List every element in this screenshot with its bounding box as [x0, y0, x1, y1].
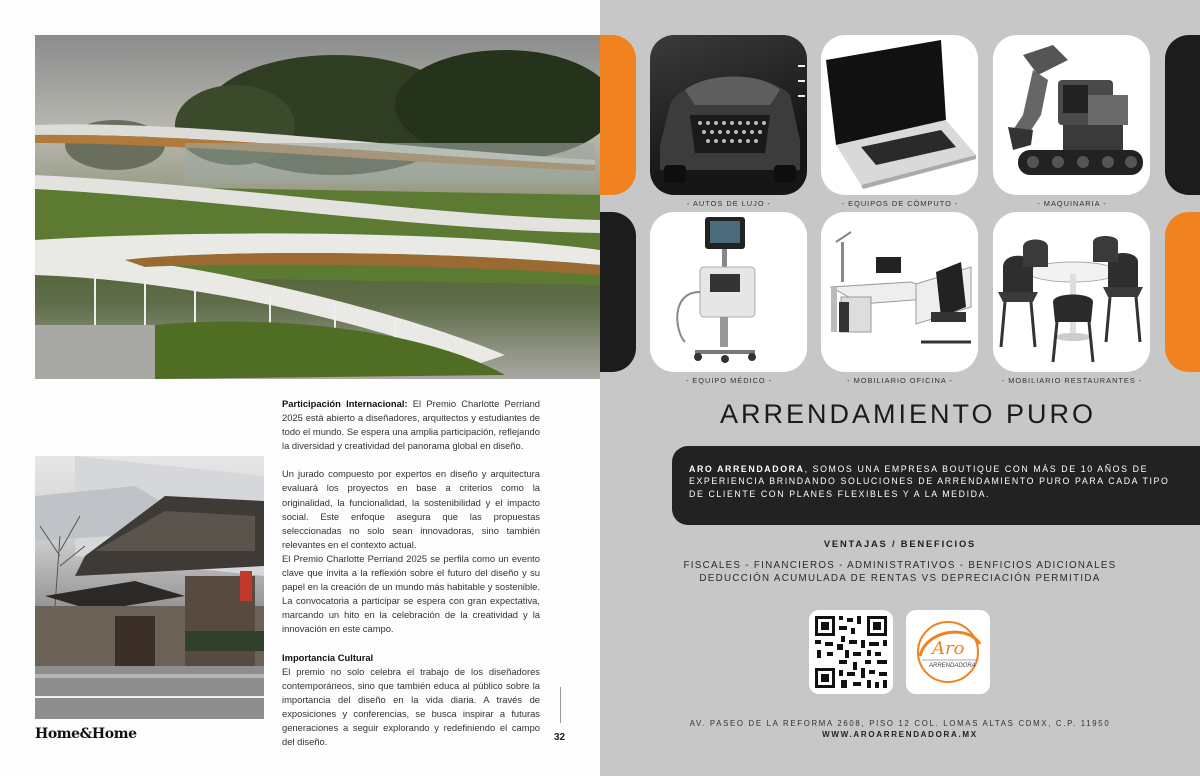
- company-description-box: [672, 446, 1200, 525]
- card-luxury-cars: [650, 35, 807, 195]
- card-caption: - MOBILIARIO RESTAURANTES -: [1001, 376, 1143, 385]
- benefits-line: DEDUCCIÓN ACUMULADA DE RENTAS VS DEPRECIACIÓN PERMITIDA: [699, 572, 1101, 584]
- card-medical: [650, 212, 807, 372]
- office-desk-icon: [821, 212, 978, 372]
- black-side-tab: [600, 212, 636, 372]
- japanese-building-photo: [35, 456, 264, 719]
- aro-logo-icon: [906, 610, 990, 694]
- company-name: ARO ARRENDADORA: [689, 464, 805, 474]
- magazine-brand: Home&Home: [35, 726, 137, 742]
- black-side-tab: [1165, 35, 1200, 195]
- company-text: , SOMOS UNA EMPRESA BOUTIQUE CON MÁS DE 10 AÑOS DE EXPERIENCIA BRINDANDO SOLUCIONES DE ARRENDAMIENTO PURO PARA CADA TIPO DE CLIENTE CON PLANES FLEXIBLES Y A LA MEDIDA.: [689, 464, 1170, 499]
- company-address: AV. PASEO DE LA REFORMA 2608, PISO 12 COL. LOMAS ALTAS CDMX, C.P. 11950: [689, 719, 1111, 728]
- car-icon: [650, 35, 807, 195]
- company-website-link[interactable]: WWW.AROARRENDADORA.MX: [822, 730, 978, 739]
- jury-paragraph: Un jurado compuesto por expertos en diseño y arquitectura evaluará los proyectos en base a criterios como la originalidad, la funcionalidad, la sostenibilidad y el impacto social. Este enfoque asegura que las propuestas seleccionadas no solo sean innovadoras, sino también relevantes en el contexto actual.: [282, 468, 540, 550]
- culture-heading: Importancia Cultural: [282, 651, 374, 663]
- museum-architecture-photo: [35, 35, 600, 379]
- company-description: [689, 463, 1180, 500]
- culture-paragraph: El premio no solo celebra el trabajo de los diseñadores contemporáneos, sino que también educa al público sobre la importancia del diseño en la vida diaria. A través de exposiciones y conferencias, se busca inspirar a futuras generaciones a seguir explorando y redefiniendo el campo del diseño.: [282, 665, 540, 748]
- benefits-title: VENTAJAS / BENEFICIOS: [823, 538, 977, 549]
- card-caption: - EQUIPOS DE CÓMPUTO -: [841, 199, 959, 208]
- card-computers: [821, 35, 978, 195]
- card-machinery: [993, 35, 1150, 195]
- orange-side-tab: [600, 35, 636, 195]
- page-number: 32: [554, 732, 566, 743]
- card-caption: - EQUIPO MÉDICO -: [685, 376, 773, 385]
- orange-side-tab: [1165, 212, 1200, 372]
- card-caption: - MOBILIARIO OFICINA -: [847, 376, 953, 385]
- qr-code-icon: [809, 610, 893, 694]
- restaurant-table-icon: [993, 212, 1150, 372]
- medical-equipment-icon: [650, 212, 807, 372]
- advertisement-page: [600, 0, 1200, 776]
- column-divider: [560, 687, 561, 723]
- card-restaurant: [993, 212, 1150, 372]
- article-body: [282, 397, 540, 749]
- card-caption: - MAQUINARIA -: [1037, 199, 1107, 208]
- card-caption: - AUTOS DE LUJO -: [686, 199, 772, 208]
- logo-wordmark: Aro: [932, 638, 965, 659]
- benefits-list: [660, 560, 1140, 585]
- intl-heading: Participación Internacional:: [282, 398, 408, 409]
- intl-text: El Premio Charlotte Perriand 2025 está abierto a diseñadores, arquitectos y estudiantes de todo el mundo. Se espera una amplia participación, reflejando la diversidad y creatividad del panorama global en diseño.: [282, 398, 540, 452]
- logo-subtitle: ARRENDADORA: [929, 663, 976, 669]
- benefits-line: FISCALES - FINANCIEROS - ADMINISTRATIVOS - BENFICIOS ADICIONALES: [683, 560, 1117, 571]
- aro-logo: [906, 610, 990, 694]
- excavator-icon: [993, 35, 1150, 195]
- ad-title: ARRENDAMIENTO PURO: [719, 399, 1097, 429]
- card-office: [821, 212, 978, 372]
- qr-code[interactable]: [809, 610, 893, 694]
- laptop-icon: [821, 35, 978, 195]
- intl-paragraph: [282, 397, 540, 453]
- event-paragraph: El Premio Charlotte Perriand 2025 se perfila como un evento clave que invita a la reflexión sobre el futuro del diseño y su papel en la creación de un mundo más habitable y sostenible. La convocatoria a participar se espera con gran expectativa, marcando un hito en la celebración de la creatividad y la innovación en este campo.: [282, 552, 540, 635]
